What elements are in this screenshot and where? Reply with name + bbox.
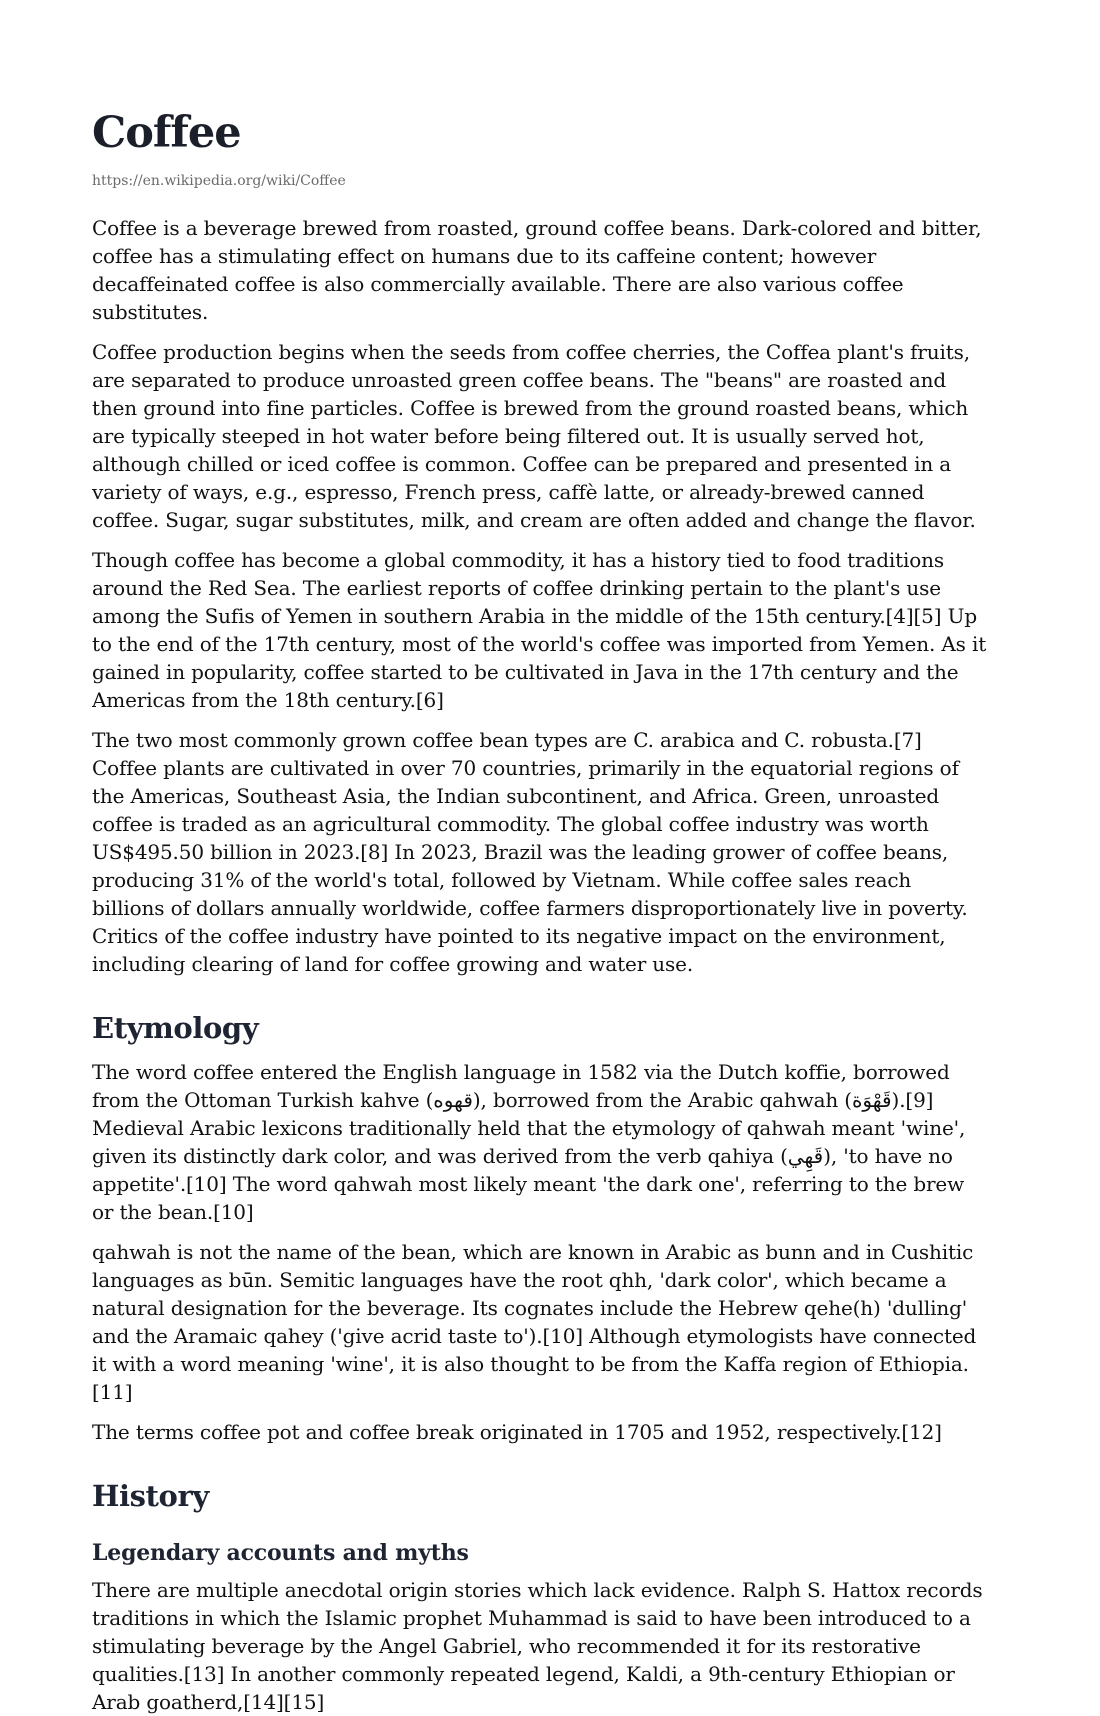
intro-paragraph-3: Though coffee has become a global commodity, it has a history tied to food traditions around the Red Sea. The earliest reports of coffee drinking pertain to the plant's use among the Sufis of Yemen in southern Arabia in the middle of the 15th century.[4][5] Up to the end of the 17th century, most of the world's coffee was imported from Yemen. As it gained in popularity, coffee started to be cultivated in Java in the 17th century and the Americas from the 18th century.[6] <box>92 548 987 712</box>
intro-section <box>92 214 988 978</box>
source-url: https://en.wikipedia.org/wiki/Coffee <box>92 173 346 189</box>
etymology-paragraph-3: The terms coffee pot and coffee break originated in 1705 and 1952, respectively.[12] <box>92 1420 942 1444</box>
intro-paragraph-2: Coffee production begins when the seeds from coffee cherries, the Coffea plant's fruits, are separated to produce unroasted green coffee beans. The "beans" are roasted and then ground into fine particles. Coffee is brewed from the ground roasted beans, which are typically steeped in hot water before being filtered out. It is usually served hot, although chilled or iced coffee is common. Coffee can be prepared and presented in a variety of ways, e.g., espresso, French press, caffè latte, or already-brewed canned coffee. Sugar, sugar substitutes, milk, and cream are often added and change the flavor. <box>92 340 976 532</box>
history-heading: History <box>92 1479 209 1513</box>
intro-paragraph-1: Coffee is a beverage brewed from roasted, ground coffee beans. Dark-colored and bitter, coffee has a stimulating effect on humans due to its caffeine content; however decaffeinated coffee is also commercially available. There are also various coffee substitutes. <box>92 216 982 324</box>
intro-paragraph-4: The two most commonly grown coffee bean types are C. arabica and C. robusta.[7] Coffee plants are cultivated in over 70 countries, primarily in the equatorial regions of the Americas, Southeast Asia, the Indian subcontinent, and Africa. Green, unroasted coffee is traded as an agricultural commodity. The global coffee industry was worth US$495.50 billion in 2023.[8] In 2023, Brazil was the leading grower of coffee beans, producing 31% of the world's total, followed by Vietnam. While coffee sales reach billions of dollars annually worldwide, coffee farmers disproportionately live in poverty. Critics of the coffee industry have pointed to its negative impact on the environment, including clearing of land for coffee growing and water use. <box>92 728 968 976</box>
history-subheading: Legendary accounts and myths <box>92 1540 469 1566</box>
page-title: Coffee <box>92 108 241 158</box>
etymology-heading: Etymology <box>92 1011 259 1045</box>
etymology-paragraph-1: The word coffee entered the English language in 1582 via the Dutch koffie, borrowed from the Ottoman Turkish kahve (قهوه), borrowed from the Arabic qahwah (قَهْوَة).[9] Medieval Arabic lexicons traditionally held that the etymology of qahwah meant 'wine', given its distinctly dark color, and was derived from the verb qahiya (قَهِي), 'to have no appetite'.[10] The word qahwah most likely meant 'the dark one', referring to the brew or the bean.[10] <box>92 1060 966 1224</box>
etymology-section <box>92 1008 988 1446</box>
history-section <box>92 1476 988 1716</box>
history-paragraph-1: There are multiple anecdotal origin stories which lack evidence. Ralph S. Hattox records traditions in which the Islamic prophet Muhammad is said to have been introduced to a stimulating beverage by the Angel Gabriel, who recommended it for its restorative qualities.[13] In another commonly repeated legend, Kaldi, a 9th-century Ethiopian or Arab goatherd,[14][15] <box>92 1578 983 1714</box>
etymology-paragraph-2: qahwah is not the name of the bean, which are known in Arabic as bunn and in Cushitic languages as būn. Semitic languages have the root qhh, 'dark color', which became a natural designation for the beverage. Its cognates include the Hebrew qehe(h) 'dulling' and the Aramaic qahey ('give acrid taste to').[10] Although etymologists have connected it with a word meaning 'wine', it is also thought to be from the Kaffa region of Ethiopia.[11] <box>92 1240 977 1404</box>
